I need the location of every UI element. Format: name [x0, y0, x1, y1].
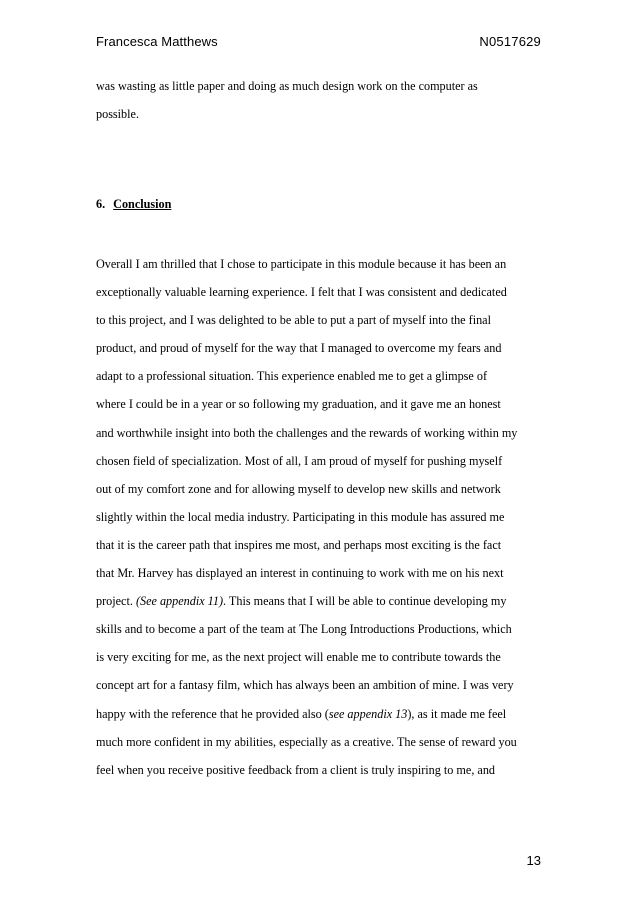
header-author-name: Francesca Matthews [96, 34, 218, 49]
conclusion-line: feel when you receive positive feedback from a client is truly inspiring to me, and [96, 762, 496, 777]
appendix-reference: see appendix 13 [328, 706, 408, 721]
conclusion-line: much more confident in my abilities, especially as a creative. The sense of reward you [96, 734, 517, 749]
conclusion-paragraph [96, 250, 556, 784]
conclusion-line: happy with the reference that he provided also (see appendix 13), as it made me feel [96, 706, 507, 721]
section-number: 6. [96, 197, 106, 211]
conclusion-line: project. (See appendix 11). This means that I will be able to continue developing my [96, 594, 507, 609]
conclusion-line: concept art for a fantasy film, which has always been an ambition of mine. I was very [96, 678, 514, 693]
conclusion-line: that Mr. Harvey has displayed an interest in continuing to work with me on his next [96, 566, 504, 581]
intro-line: possible. [96, 107, 139, 122]
conclusion-line: chosen field of specialization. Most of all, I am proud of myself for pushing myself [96, 453, 503, 468]
conclusion-line: slightly within the local media industry. Participating in this module has assured me [96, 509, 505, 524]
conclusion-line: out of my comfort zone and for allowing myself to develop new skills and network [96, 481, 501, 496]
conclusion-line: Overall I am thrilled that I chose to participate in this module because it has been an [96, 257, 507, 271]
conclusion-line: and worthwhile insight into both the challenges and the rewards of working within my [96, 425, 518, 440]
conclusion-line: to this project, and I was delighted to be able to put a part of myself into the final [96, 313, 491, 328]
conclusion-line: product, and proud of myself for the way that I managed to overcome my fears and [96, 341, 502, 356]
header-student-id: N0517629 [479, 34, 541, 49]
section-title: Conclusion [113, 197, 172, 211]
section-heading [96, 190, 171, 218]
conclusion-line: exceptionally valuable learning experience. I felt that I was consistent and dedicated [96, 285, 507, 300]
page-number: 13 [526, 853, 541, 868]
intro-paragraph [96, 72, 556, 128]
conclusion-line: is very exciting for me, as the next project will enable me to contribute towards the [96, 650, 501, 665]
appendix-reference: (See appendix 11) [135, 594, 224, 609]
conclusion-line: adapt to a professional situation. This experience enabled me to get a glimpse of [96, 369, 488, 384]
intro-line: was wasting as little paper and doing as much design work on the computer as [96, 79, 478, 93]
conclusion-line: where I could be in a year or so following my graduation, and it gave me an honest [96, 397, 501, 412]
conclusion-line: skills and to become a part of the team at The Long Introductions Productions, which [96, 622, 512, 637]
conclusion-line: that it is the career path that inspires me most, and perhaps most exciting is the fact [96, 537, 502, 552]
